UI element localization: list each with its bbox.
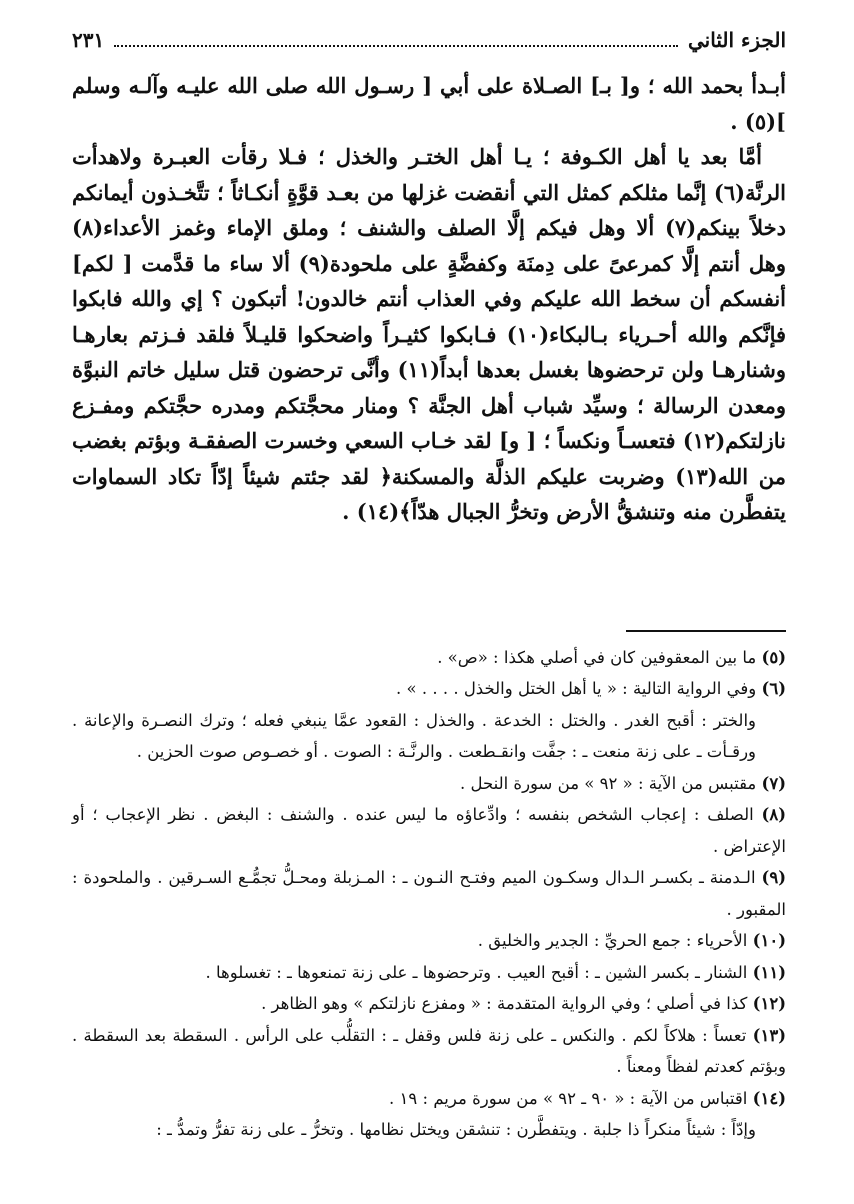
paragraph-opening: أبـدأ بحمد الله ؛ و[ بـ] الصـلاة على أبي [ رسـول الله صلى الله عليـه وآلـه وسلم ](٥) . — [72, 73, 786, 134]
footnote-9: (٩) الـدمنة ـ بكسـر الـدال وسكـون الميم وفتـح النـون ـ : المـزبلة ومحـلُّ تجمُّـع السـرقين . والملحودة : المقبور . — [72, 868, 786, 919]
header-title: الجزء الثاني — [688, 28, 786, 52]
footnote-14: (١٤) اقتباس من الآية : « ٩٠ ـ ٩٢ » من سورة مريم : ١٩ . وإدّاً : شيئاً منكراً ذا جلبة . ويتفطَّرن : تنشقن ويختل نظامها . وتخرُّ ـ على زنة تفرُّ وتمدُّ ـ : — [156, 1088, 786, 1139]
footnote-6: (٦) وفي الرواية التالية : « يا أهل الختل والخذل . . . . » . والختر : أقبح الغدر . والختل : الخدعة . والخذل : القعود عمَّا ينبغي فعله ؛ وترك النصـرة والإعانة . ورقـأت ـ على زنة منعت ـ : جفَّت وانقـطعت . والرنَّـة : الصوت . أو خصـوص صوت الحزين . — [72, 679, 786, 761]
footnote-8: (٨) الصلف : إعجاب الشخص بنفسه ؛ وادِّعاؤه ما ليس عنده . والشنف : البغض . نظر الإعجاب ؛ أو الإعتراض . — [72, 805, 787, 856]
footnote-7: (٧) مقتبس من الآية : « ٩٢ » من سورة النحل . — [459, 773, 786, 793]
page — [72, 28, 786, 1204]
footnote-12: (١٢) كذا في أصلي ؛ وفي الرواية المتقدمة : « ومفزع نازلتكم » وهو الظاهر . — [261, 994, 786, 1013]
paragraph-sermon: أمَّا بعد يا أهل الكـوفة ؛ يـا أهل الختـر والخذل ؛ فـلا رقأت العبـرة ولاهدأت الرنَّة(٦) إنَّما مثلكم كمثل التي أنقضت غزلها من بعـد قوَّةٍ أنكـاثاً ؛ تتَّخـذون أيمانكم دخلاً بينكم(٧) ألا وهل فيكم إلَّا الصلف والشنف ؛ وملق الإماء وغمز الأعداء(٨) وهل أنتم إلَّا كمرعىً على دِمنَة وكفضَّةٍ على ملحودة(٩) ألا ساء ما قدَّمت [ لكم] أنفسكم أن سخط الله عليكم وفي العذاب أنتم خالدون! أتبكون ؟ إي والله فابكوا فإنَّكم والله أحـرياء بـالبكاء(١٠) فـابكوا كثيـراً واضحكوا قليـلاً فلقد فـزتم بعارهـا وشنارهـا ولن ترحضوها بغسل بعدها أبداً(١١) وأنَّى ترحضون قتل سليل خاتم النبوَّة ومعدن الرسالة ؛ وسيِّد شباب أهل الجنَّة ؟ ومنار محجَّتكم ومدره حجَّتكم ومفـزع نازلتكم(١٢) فتعسـاً ونكساً ؛ [ و] لقد خـاب السعي وخسرت الصفقـة وبؤتم بغضب من الله(١٣) وضربت عليكم الذلَّة والمسكنة﴿ لقد جئتم شيئاً إدّاً تكاد السماوات يتفطَّرن منه وتنشقُّ الأرض وتخرُّ الجبال هدّاً﴾(١٤) . — [72, 144, 787, 524]
page-number: ٢٣١ — [72, 28, 105, 52]
main-text — [72, 68, 786, 530]
footnote-10: (١٠) الأحرياء : جمع الحريِّ : الجدير والخليق . — [477, 931, 786, 950]
header-dot-leader — [114, 45, 678, 47]
footnote-11: (١١) الشنار ـ بكسر الشين ـ : أقبح العيب . وترحضوها ـ على زنة تمنعوها ـ : تغسلوها . — [205, 962, 786, 982]
running-header — [72, 28, 786, 58]
footnotes — [72, 642, 786, 1146]
footnote-separator — [626, 630, 786, 632]
footnote-5: (٥) ما بين المعقوفين كان في أصلي هكذا : «ص» . — [437, 647, 786, 667]
footnote-13: (١٣) تعساً : هلاكاً لكم . والنكس ـ على زنة فلس وقفل ـ : التقلُّب على الرأس . السقطة بعد السقطة . وبؤتم كعدتم لفظاً ومعناً . — [72, 1025, 787, 1076]
